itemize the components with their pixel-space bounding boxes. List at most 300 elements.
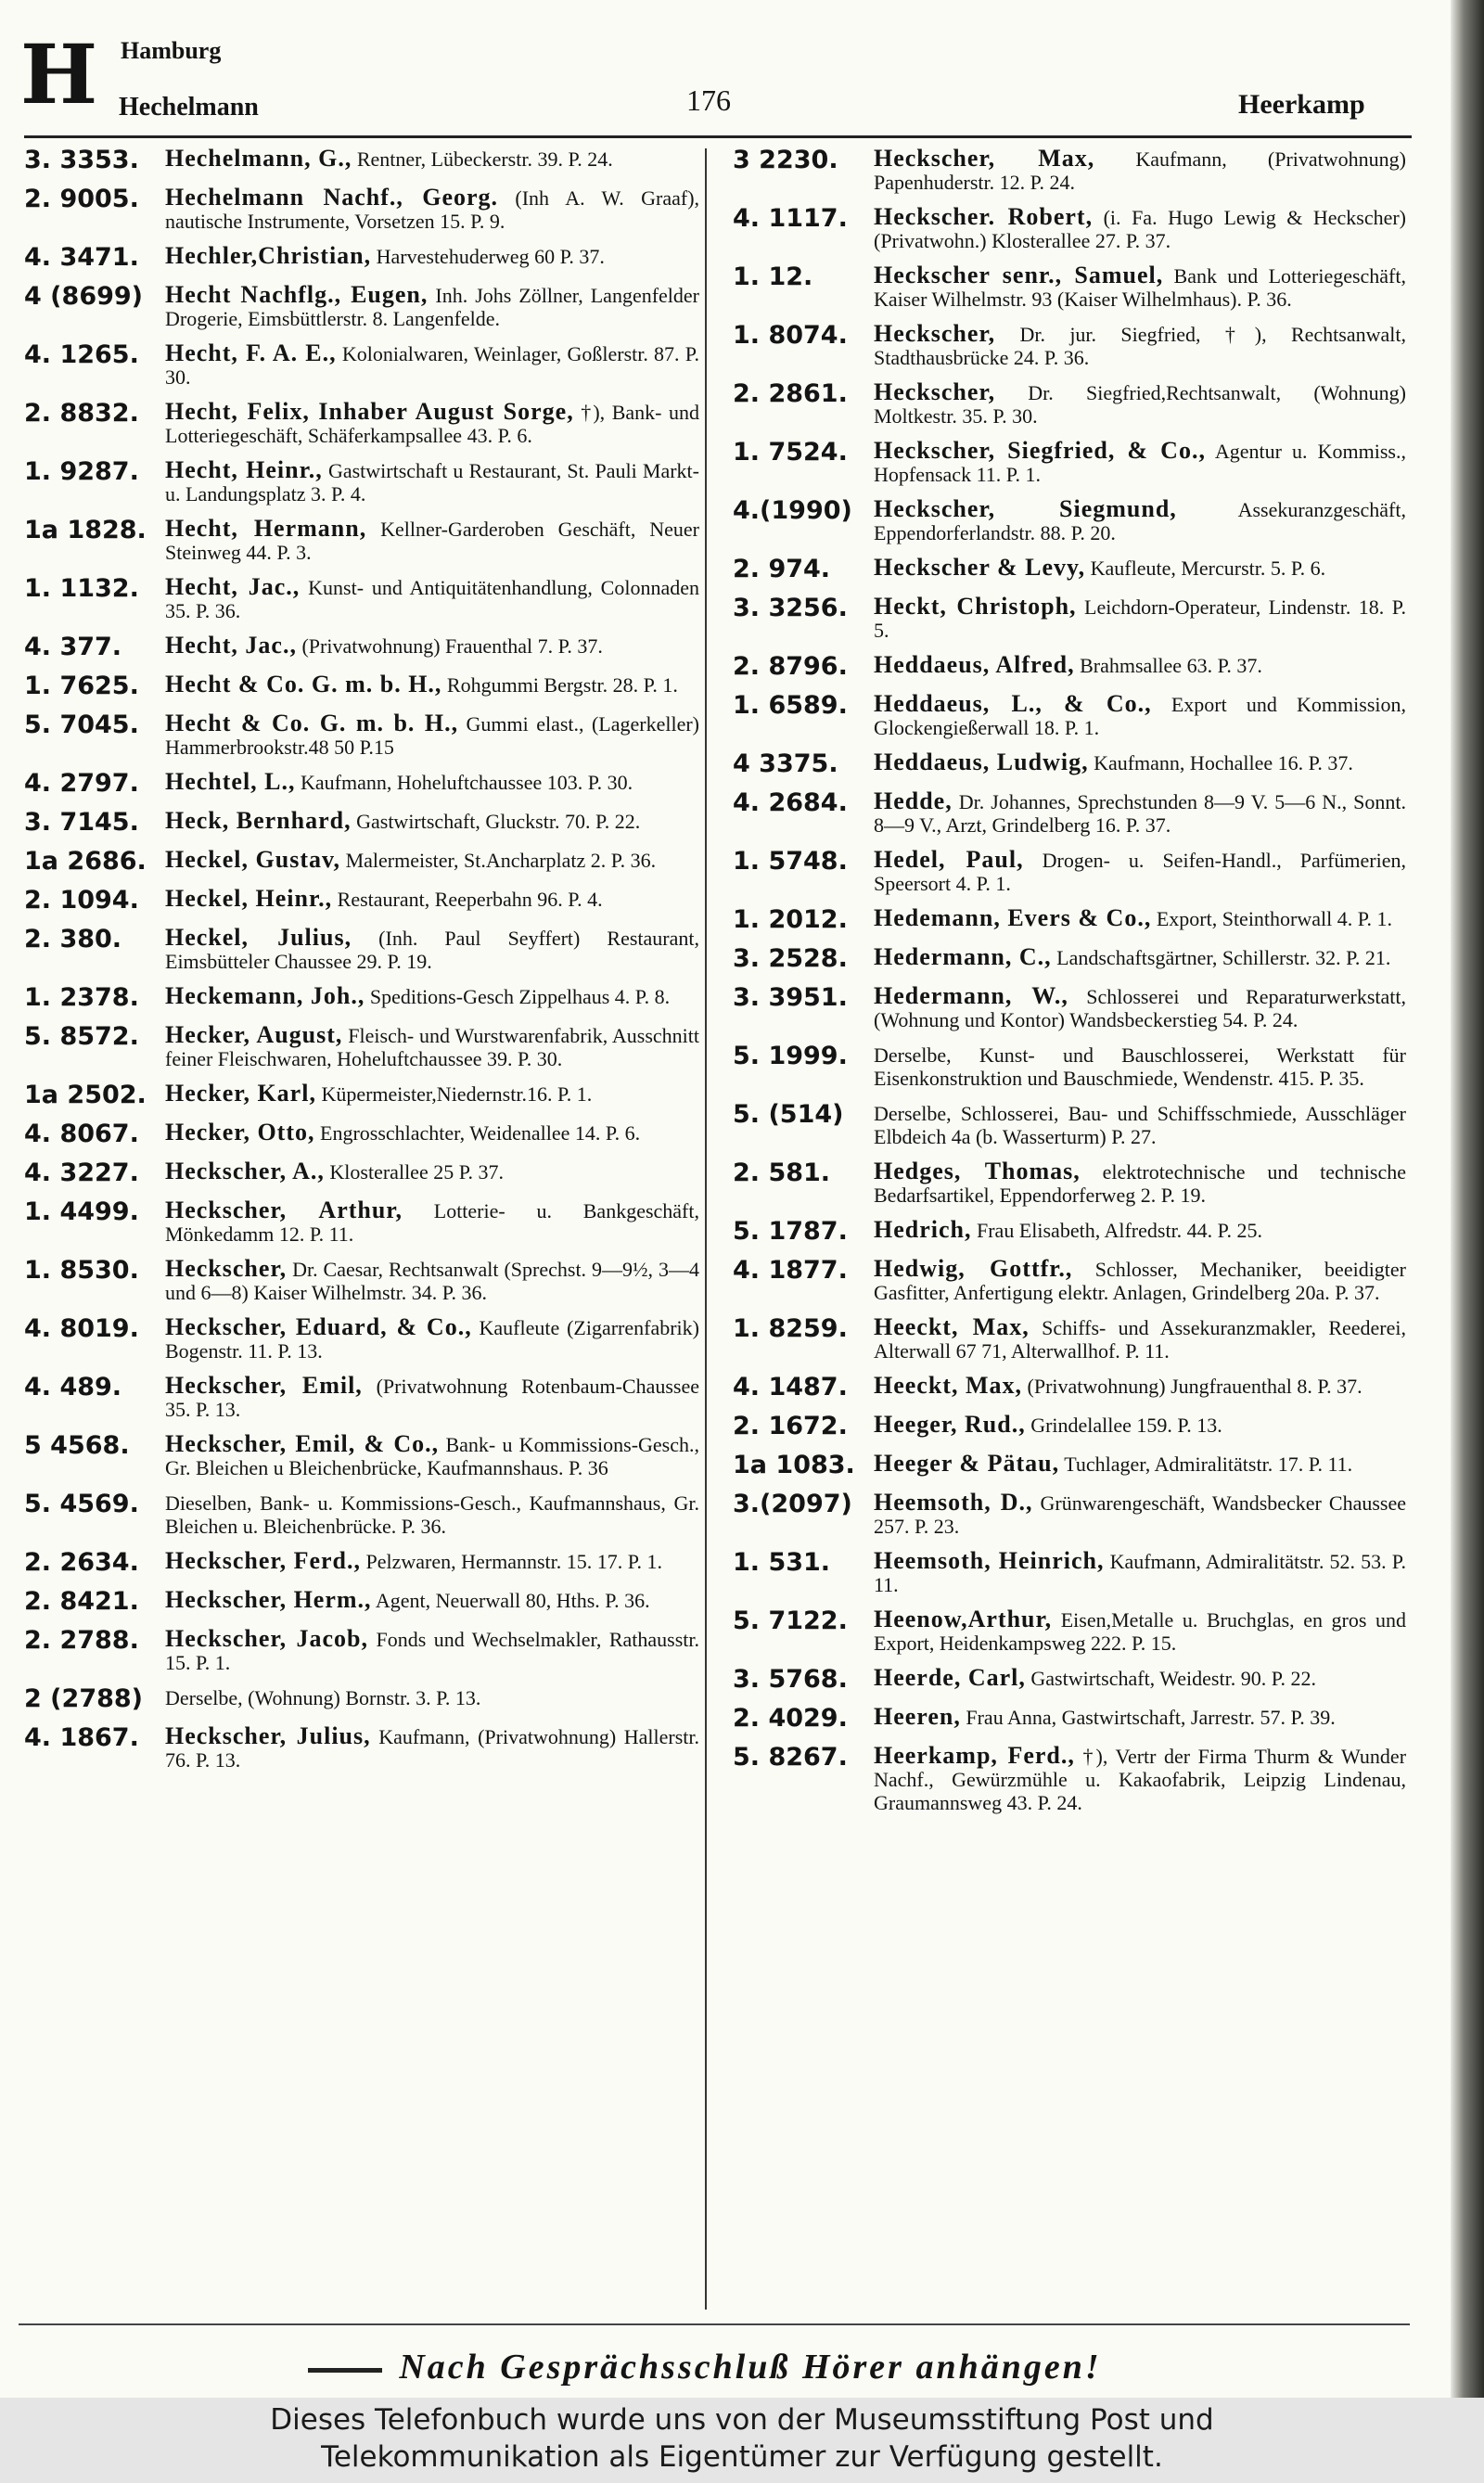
entry-text xyxy=(165,926,699,973)
directory-entry xyxy=(733,653,1406,681)
entry-text xyxy=(874,1374,1406,1398)
phone-number: 2 (2788) xyxy=(24,1684,144,1713)
page-number: 176 xyxy=(686,83,731,117)
footer-note xyxy=(0,2347,1410,2387)
subscriber-name: Heckscher & Levy, xyxy=(874,554,1086,581)
phone-number: 4 (8699) xyxy=(24,282,144,311)
entry-text xyxy=(165,458,699,506)
header-first-entry: Hechelmann xyxy=(119,93,259,122)
directory-entry xyxy=(733,1705,1406,1733)
subscriber-details: (Privatwohnung) Jungfrauenthal 8. P. 37. xyxy=(1027,1375,1362,1398)
phone-number: 5. 4569. xyxy=(24,1490,139,1518)
subscriber-name: Heckscher senr., Samuel, xyxy=(874,262,1164,288)
phone-number: 3. 7145. xyxy=(24,808,139,837)
entry-text xyxy=(874,984,1406,1031)
phone-number: 2. 974. xyxy=(733,555,831,583)
directory-entry xyxy=(733,1744,1406,1814)
subscriber-name: Heeckt, Max, xyxy=(874,1313,1030,1340)
subscriber-name: Heckscher, Julius, xyxy=(165,1722,371,1749)
entry-text xyxy=(874,1666,1406,1690)
entry-text xyxy=(165,1685,699,1709)
phone-number: 5. 7045. xyxy=(24,710,139,739)
subscriber-details: Landschaftsgärtner, Schillerstr. 32. P. 21. xyxy=(1056,946,1391,969)
subscriber-details: Kaufmann, Admiralitätstr. 52. 53. P. 11. xyxy=(874,1550,1406,1596)
subscriber-details: Frau Elisabeth, Alfredstr. 44. P. 25. xyxy=(977,1219,1262,1242)
subscriber-details: Dr. Johannes, Sprechstunden 8—9 V. 5—6 N., Sonnt. 8—9 V., Arzt, Grindelberg 16. P. 37. xyxy=(874,790,1407,837)
subscriber-name: Heckemann, Joh., xyxy=(165,982,365,1009)
entry-text xyxy=(874,692,1406,739)
subscriber-name: Hedemann, Evers & Co., xyxy=(874,904,1152,931)
subscriber-details: Brahmsallee 63. P. 37. xyxy=(1080,654,1262,677)
phone-number: 4. 489. xyxy=(24,1373,122,1401)
directory-entry xyxy=(24,244,699,272)
directory-entry xyxy=(733,750,1406,778)
subscriber-name: Hedges, Thomas, xyxy=(874,1158,1081,1184)
directory-entry xyxy=(733,322,1406,369)
directory-entry xyxy=(24,634,699,661)
directory-entry xyxy=(733,1413,1406,1440)
subscriber-name: Heckscher, Herm., xyxy=(165,1586,372,1613)
entry-text xyxy=(874,1043,1406,1090)
subscriber-name: Heeren, xyxy=(874,1703,961,1730)
phone-number: 4. 377. xyxy=(24,633,122,661)
entry-text xyxy=(874,848,1406,895)
directory-entry xyxy=(24,1549,699,1577)
subscriber-details: Tuchlager, Admiralitätstr. 17. P. 11. xyxy=(1064,1453,1353,1476)
directory-entry xyxy=(24,517,699,564)
subscriber-details: Bank und Lotteriegeschäft, Kaiser Wilhelmstr. 93 (Kaiser Wilhelmhaus). P. 36. xyxy=(874,264,1407,311)
phone-number: 1. 5748. xyxy=(733,847,848,876)
directory-entry xyxy=(733,1666,1406,1694)
entry-text xyxy=(874,595,1406,642)
right-column xyxy=(733,147,1406,1825)
subscriber-details: elektrotechnische und technische Bedarfsartikel, Eppendorferweg 2. P. 19. xyxy=(874,1160,1406,1207)
subscriber-name: Hechelmann Nachf., Georg. xyxy=(165,184,499,211)
entry-text xyxy=(874,1607,1406,1655)
subscriber-details: (Inh. Paul Seyffert) Restaurant, Eimsbütteler Chaussee 29. P. 19. xyxy=(165,927,700,973)
entry-text xyxy=(165,1724,699,1772)
subscriber-name: Heck, Bernhard, xyxy=(165,807,352,834)
subscriber-name: Heddaeus, Ludwig, xyxy=(874,749,1089,775)
phone-number: 2. 380. xyxy=(24,925,122,954)
phone-number: 4 3375. xyxy=(733,749,838,778)
entry-text xyxy=(874,263,1406,311)
subscriber-name: Heckscher, Max, xyxy=(874,145,1095,172)
subscriber-details: Kolonialwaren, Weinlager, Goßlerstr. 87. P. 30. xyxy=(165,342,700,389)
directory-entry xyxy=(733,848,1406,895)
subscriber-details: Grindelallee 159. P. 13. xyxy=(1030,1414,1222,1437)
directory-entry xyxy=(24,1159,699,1187)
phone-number: 1. 12. xyxy=(733,262,813,291)
phone-number: 5. 1999. xyxy=(733,1042,848,1070)
entry-text xyxy=(165,1120,699,1145)
phone-number: 3. 3353. xyxy=(24,146,139,174)
directory-entry xyxy=(733,692,1406,739)
phone-number: 4. 1265. xyxy=(24,340,139,369)
entry-text xyxy=(165,887,699,911)
directory-entry xyxy=(733,1452,1406,1479)
entry-text xyxy=(165,575,699,622)
credit-line-2: Telekommunikation als Eigentümer zur Verfügung gestellt. xyxy=(321,2440,1163,2474)
subscriber-details: †), Vertr der Firma Thurm & Wunder Nachf., Gewürzmühle u. Kakaofabrik, Leipzig Lindenau, Graumannsweg 43. P. 24. xyxy=(874,1745,1407,1814)
directory-entry xyxy=(24,1432,699,1479)
phone-number: 1. 8259. xyxy=(733,1314,848,1343)
entry-text xyxy=(874,380,1406,428)
footer-dash xyxy=(308,2368,382,2373)
phone-number: 5. 8572. xyxy=(24,1022,139,1051)
entry-text xyxy=(874,1218,1406,1242)
directory-entry xyxy=(24,848,699,876)
directory-entry xyxy=(733,984,1406,1031)
directory-entry xyxy=(733,1218,1406,1246)
subscriber-name: Hedermann, W., xyxy=(874,982,1068,1009)
phone-number: 4. 3227. xyxy=(24,1158,139,1187)
directory-entry xyxy=(24,1491,699,1538)
phone-number: 3. 3951. xyxy=(733,983,848,1012)
phone-number: 2. 2861. xyxy=(733,379,848,408)
entry-text xyxy=(874,1413,1406,1437)
subscriber-details: Fleisch- und Wurstwarenfabrik, Ausschnitt feiner Fleischwaren, Hoheluftchaussee 39. P. 30. xyxy=(165,1024,699,1070)
phone-number: 5. 1787. xyxy=(733,1217,848,1246)
directory-entry xyxy=(733,556,1406,583)
column-divider xyxy=(705,148,707,2310)
phone-number: 1. 4499. xyxy=(24,1197,139,1226)
header-last-entry: Heerkamp xyxy=(1238,89,1365,120)
entry-text xyxy=(874,750,1406,774)
subscriber-details: Gastwirtschaft u Restaurant, St. Pauli Markt- u. Landungsplatz 3. P. 4. xyxy=(165,459,699,506)
directory-entry xyxy=(733,1315,1406,1363)
phone-number: 4. 8019. xyxy=(24,1314,139,1343)
subscriber-name: Hedrich, xyxy=(874,1216,972,1243)
entry-text xyxy=(165,809,699,833)
entry-text xyxy=(165,341,699,389)
subscriber-details: Dr. Siegfried,Rechtsanwalt, (Wohnung) Moltkestr. 35. P. 30. xyxy=(874,381,1406,428)
subscriber-details: Rohgummi Bergstr. 28. P. 1. xyxy=(446,673,678,697)
subscriber-name: Heckt, Christoph, xyxy=(874,593,1077,620)
subscriber-details: Malermeister, St.Ancharplatz 2. P. 36. xyxy=(345,849,657,872)
subscriber-name: Heckel, Heinr., xyxy=(165,885,333,912)
subscriber-name: Heeckt, Max, xyxy=(874,1372,1023,1399)
phone-number: 1a 2502. xyxy=(24,1081,147,1109)
entry-text xyxy=(165,984,699,1008)
subscriber-details: Derselbe, Schlosserei, Bau- und Schiffsschmiede, Ausschläger Elbdeich 4a (b. Wasserturm) P. 27. xyxy=(874,1102,1406,1148)
subscriber-name: Heckscher, xyxy=(874,320,996,347)
entry-text xyxy=(874,906,1406,930)
subscriber-details: Dr. jur. Siegfried, †), Rechtsanwalt, Stadthausbrücke 24. P. 36. xyxy=(874,323,1406,369)
directory-entry xyxy=(24,1627,699,1674)
subscriber-details: Gummi elast., (Lagerkeller) Hammerbrookstr.48 50 P.15 xyxy=(165,712,700,759)
subscriber-name: Heckscher, Siegfried, & Co., xyxy=(874,437,1206,464)
phone-number: 4. 8067. xyxy=(24,1120,139,1148)
entry-text xyxy=(165,1588,699,1612)
subscriber-name: Heckel, Julius, xyxy=(165,924,352,951)
entry-text xyxy=(165,770,699,794)
entry-text xyxy=(165,400,699,447)
subscriber-details: Derselbe, Kunst- und Bauschlosserei, Werkstatt für Eisenkonstruktion und Bauschmiede, Wendenstr. 415. P. 35. xyxy=(874,1043,1406,1090)
directory-entry xyxy=(733,1549,1406,1596)
entry-text xyxy=(874,1159,1406,1207)
directory-entry xyxy=(733,595,1406,642)
subscriber-name: Hechler,Christian, xyxy=(165,242,372,269)
phone-number: 2. 581. xyxy=(733,1158,831,1187)
directory-entry xyxy=(24,1082,699,1109)
subscriber-details: Pelzwaren, Hermannstr. 15. 17. P. 1. xyxy=(365,1550,663,1573)
subscriber-details: Drogen- u. Seifen-Handl., Parfümerien, Speersort 4. P. 1. xyxy=(874,849,1406,895)
subscriber-name: Heerkamp, Ferd., xyxy=(874,1742,1075,1769)
phone-number: 5. 8267. xyxy=(733,1743,848,1772)
entry-text xyxy=(874,1452,1406,1476)
subscriber-name: Hedel, Paul, xyxy=(874,846,1024,873)
directory-entry xyxy=(733,945,1406,973)
directory-entry xyxy=(24,887,699,915)
section-letter: H xyxy=(20,26,98,122)
directory-entry xyxy=(733,439,1406,486)
directory-entry xyxy=(24,186,699,233)
subscriber-details: Rentner, Lübeckerstr. 39. P. 24. xyxy=(356,147,613,171)
directory-entry xyxy=(24,672,699,700)
phone-number: 4. 3471. xyxy=(24,243,139,272)
phone-number: 2. 2634. xyxy=(24,1548,139,1577)
subscriber-details: Export, Steinthorwall 4. P. 1. xyxy=(1156,907,1393,930)
subscriber-name: Heckel, Gustav, xyxy=(165,846,341,873)
directory-entry xyxy=(24,926,699,973)
subscriber-details: Fonds und Wechselmakler, Rathausstr. 15. P. 1. xyxy=(165,1628,699,1674)
subscriber-details: (Inh A. W. Graaf), nautische Instrumente, Vorsetzen 15. P. 9. xyxy=(165,186,700,233)
entry-text xyxy=(874,322,1406,369)
subscriber-details: Leichdorn-Operateur, Lindenstr. 18. P. 5. xyxy=(874,595,1406,642)
subscriber-details: Schiffs- und Assekuranzmakler, Reederei, Alterwall 67 71, Alterwallhof. P. 11. xyxy=(874,1316,1406,1363)
subscriber-details: †), Bank- und Lotteriegeschäft, Schäferkampsallee 43. P. 6. xyxy=(165,401,700,447)
entry-text xyxy=(874,439,1406,486)
entry-text xyxy=(874,1257,1406,1304)
directory-entry xyxy=(24,1120,699,1148)
subscriber-details: Inh. Johs Zöllner, Langenfelder Drogerie, Eimsbüttlerstr. 8. Langenfelde. xyxy=(165,284,699,330)
subscriber-details: Derselbe, (Wohnung) Bornstr. 3. P. 13. xyxy=(165,1686,481,1709)
phone-number: 4. 1877. xyxy=(733,1256,848,1285)
subscriber-name: Heckscher, A., xyxy=(165,1158,325,1184)
phone-number: 1a 1083. xyxy=(733,1451,855,1479)
directory-entry xyxy=(24,984,699,1012)
subscriber-name: Heckscher, xyxy=(165,1255,288,1282)
subscriber-details: Engrosschlachter, Weidenallee 14. P. 6. xyxy=(320,1121,641,1145)
subscriber-name: Hecker, Otto, xyxy=(165,1119,315,1146)
subscriber-details: Eisen,Metalle u. Bruchglas, en gros und Export, Heidenkampsweg 222. P. 15. xyxy=(874,1608,1406,1655)
directory-entry xyxy=(733,205,1406,252)
phone-number: 2. 1094. xyxy=(24,886,139,915)
subscriber-name: Hedwig, Gottfr., xyxy=(874,1255,1073,1282)
directory-entry xyxy=(733,497,1406,544)
entry-text xyxy=(165,186,699,233)
entry-text xyxy=(165,283,699,330)
subscriber-name: Hecht, Jac., xyxy=(165,632,297,659)
phone-number: 2. 1672. xyxy=(733,1412,848,1440)
phone-number: 4. 1117. xyxy=(733,204,848,233)
entry-text xyxy=(874,205,1406,252)
phone-number: 1. 6589. xyxy=(733,691,848,720)
subscriber-details: (Privatwohnung Rotenbaum-Chaussee 35. P. 13. xyxy=(165,1375,700,1421)
entry-text xyxy=(165,1627,699,1674)
entry-text xyxy=(165,244,699,268)
entry-text xyxy=(874,1705,1406,1729)
directory-entry xyxy=(733,380,1406,428)
subscriber-details: Kaufmann, (Privatwohnung) Hallerstr. 76. P. 13. xyxy=(165,1725,700,1772)
subscriber-name: Hecht & Co. G. m. b. H., xyxy=(165,710,459,736)
subscriber-name: Heerde, Carl, xyxy=(874,1664,1026,1691)
subscriber-details: Kellner-Garderoben Geschäft, Neuer Steinweg 44. P. 3. xyxy=(165,518,699,564)
directory-entry xyxy=(24,711,699,759)
entry-text xyxy=(165,848,699,872)
directory-entry xyxy=(733,906,1406,934)
page-edge-shadow xyxy=(1451,0,1484,2398)
subscriber-details: Gastwirtschaft, Weidestr. 90. P. 22. xyxy=(1030,1667,1317,1690)
phone-number: 1. 7625. xyxy=(24,672,139,700)
directory-entry xyxy=(24,1315,699,1363)
phone-number: 1. 7524. xyxy=(733,438,848,467)
phone-number: 1. 2012. xyxy=(733,905,848,934)
entry-text xyxy=(874,653,1406,677)
footer-rule xyxy=(19,2323,1410,2325)
entry-text xyxy=(874,1101,1406,1148)
directory-entry xyxy=(733,1374,1406,1401)
subscriber-name: Heckscher, Ferd., xyxy=(165,1547,361,1574)
credit-banner xyxy=(0,2398,1484,2483)
entry-text xyxy=(165,1082,699,1106)
directory-entry xyxy=(733,147,1406,194)
subscriber-name: Hecht & Co. G. m. b. H., xyxy=(165,671,442,698)
subscriber-name: Heddaeus, L., & Co., xyxy=(874,690,1152,717)
entry-text xyxy=(165,1023,699,1070)
subscriber-details: Schlosser, Mechaniker, beeidigter Gasfitter, Anfertigung elektr. Anlagen, Grindelberg 20a. P. 37. xyxy=(874,1258,1407,1304)
phone-number: 5 4568. xyxy=(24,1431,130,1460)
subscriber-name: Heckscher, Siegmund, xyxy=(874,495,1177,522)
phone-number: 2. 9005. xyxy=(24,185,139,213)
phone-number: 1. 8074. xyxy=(733,321,848,350)
subscriber-details: Kunst- und Antiquitätenhandlung, Colonnaden 35. P. 36. xyxy=(165,576,699,622)
footer-note-text: Nach Gesprächsschluß Hörer anhängen! xyxy=(399,2348,1102,2387)
subscriber-name: Hecht, Hermann, xyxy=(165,515,367,542)
left-column xyxy=(24,147,699,1783)
subscriber-name: Hecht, Heinr., xyxy=(165,456,323,483)
phone-number: 3 2230. xyxy=(733,146,838,174)
subscriber-details: Harvestehuderweg 60 P. 37. xyxy=(376,245,605,268)
subscriber-details: Schlosserei und Reparaturwerkstatt, (Wohnung und Kontor) Wandsbeckerstieg 54. P. 24. xyxy=(874,985,1407,1031)
directory-entry xyxy=(24,1023,699,1070)
entry-text xyxy=(165,147,699,171)
phone-number: 1. 8530. xyxy=(24,1256,139,1285)
subscriber-name: Heckscher. Robert, xyxy=(874,203,1094,230)
directory-entry xyxy=(24,458,699,506)
subscriber-name: Heckscher, Emil, xyxy=(165,1372,363,1399)
phone-number: 4. 2684. xyxy=(733,788,848,817)
entry-text xyxy=(165,1315,699,1363)
directory-entry xyxy=(24,1374,699,1421)
subscriber-name: Hecht, F. A. E., xyxy=(165,339,337,366)
subscriber-details: Lotterie- u. Bankgeschäft, Mönkedamm 12. P. 11. xyxy=(165,1199,699,1246)
phone-number: 1. 1132. xyxy=(24,574,139,603)
subscriber-details: Grünwarengeschäft, Wandsbecker Chaussee 257. P. 23. xyxy=(874,1491,1406,1538)
subscriber-name: Heeger, Rud., xyxy=(874,1411,1026,1438)
phone-number: 4.(1990) xyxy=(733,496,852,525)
phone-number: 5. (514) xyxy=(733,1100,844,1129)
subscriber-details: Assekuranzgeschäft, Eppendorferlandstr. 88. P. 20. xyxy=(874,498,1406,544)
phone-number: 1. 9287. xyxy=(24,457,139,486)
directory-entry xyxy=(733,1607,1406,1655)
subscriber-name: Heeger & Pätau, xyxy=(874,1450,1060,1477)
directory-entry xyxy=(24,341,699,389)
directory-entry xyxy=(24,147,699,174)
subscriber-name: Heemsoth, D., xyxy=(874,1489,1033,1516)
subscriber-name: Hecht, Felix, Inhaber August Sorge, xyxy=(165,398,574,425)
entry-text xyxy=(874,1744,1406,1814)
directory-entry xyxy=(24,1724,699,1772)
subscriber-details: Bank- u Kommissions-Gesch., Gr. Bleichen u Bleichenbrücke, Kaufmannshaus. P. 36 xyxy=(165,1433,700,1479)
subscriber-details: Kaufmann, Hochallee 16. P. 37. xyxy=(1094,751,1353,774)
subscriber-details: Gastwirtschaft, Gluckstr. 70. P. 22. xyxy=(356,810,641,833)
subscriber-name: Hecker, Karl, xyxy=(165,1080,316,1107)
phone-number: 3. 3256. xyxy=(733,594,848,622)
phone-number: 3.(2097) xyxy=(733,1490,852,1518)
directory-entry xyxy=(733,263,1406,311)
directory-entry xyxy=(24,400,699,447)
subscriber-details: Dr. Caesar, Rechtsanwalt (Sprechst. 9—9½, 3—4 und 6—8) Kaiser Wilhelmstr. 34. P. 36. xyxy=(165,1258,700,1304)
subscriber-details: Dieselben, Bank- u. Kommissions-Gesch., Kaufmannshaus, Gr. Bleichen u. Bleichenbrücke. P. 36. xyxy=(165,1491,699,1538)
directory-entry xyxy=(24,1198,699,1246)
phone-number: 1a 1828. xyxy=(24,516,147,544)
subscriber-name: Hechtel, L., xyxy=(165,768,296,795)
subscriber-details: Klosterallee 25 P. 37. xyxy=(329,1160,505,1184)
entry-text xyxy=(165,517,699,564)
subscriber-name: Hechelmann, G., xyxy=(165,145,352,172)
directory-entry xyxy=(24,575,699,622)
subscriber-details: (Privatwohnung) Frauenthal 7. P. 37. xyxy=(301,634,603,658)
phone-number: 1. 531. xyxy=(733,1548,831,1577)
entry-text xyxy=(874,1315,1406,1363)
entry-text xyxy=(874,789,1406,837)
phone-number: 2. 8421. xyxy=(24,1587,139,1616)
subscriber-name: Heddaeus, Alfred, xyxy=(874,651,1075,678)
subscriber-name: Hecker, August, xyxy=(165,1021,343,1048)
subscriber-name: Heckscher, Jacob, xyxy=(165,1625,369,1652)
phone-number: 3. 2528. xyxy=(733,944,848,973)
entry-text xyxy=(165,672,699,697)
subscriber-name: Heckscher, Eduard, & Co., xyxy=(165,1313,472,1340)
directory-entry xyxy=(24,283,699,330)
entry-text xyxy=(874,1491,1406,1538)
entry-text xyxy=(165,711,699,759)
entry-text xyxy=(165,1159,699,1184)
entry-text xyxy=(165,1549,699,1573)
directory-entry xyxy=(733,1159,1406,1207)
directory-entry xyxy=(24,1257,699,1304)
subscriber-name: Hecht Nachflg., Eugen, xyxy=(165,281,429,308)
subscriber-details: Kaufmann, (Privatwohnung) Papenhuderstr. 12. P. 24. xyxy=(874,147,1406,194)
entry-text xyxy=(165,1491,699,1538)
subscriber-name: Heckscher, Arthur, xyxy=(165,1197,403,1223)
subscriber-details: Agent, Neuerwall 80, Hths. P. 36. xyxy=(375,1589,650,1612)
subscriber-details: Speditions-Gesch Zippelhaus 4. P. 8. xyxy=(369,985,671,1008)
phone-number: 2. 8832. xyxy=(24,399,139,428)
phone-number: 1a 2686. xyxy=(24,847,147,876)
subscriber-details: Kaufleute (Zigarrenfabrik) Bogenstr. 11. P. 13. xyxy=(165,1316,699,1363)
directory-entry xyxy=(733,1101,1406,1148)
phone-number: 4. 1867. xyxy=(24,1723,139,1752)
entry-text xyxy=(874,945,1406,969)
directory-entry xyxy=(733,789,1406,837)
entry-text xyxy=(165,1257,699,1304)
entry-text xyxy=(165,1198,699,1246)
entry-text xyxy=(165,1374,699,1421)
subscriber-name: Hecht, Jac., xyxy=(165,573,301,600)
